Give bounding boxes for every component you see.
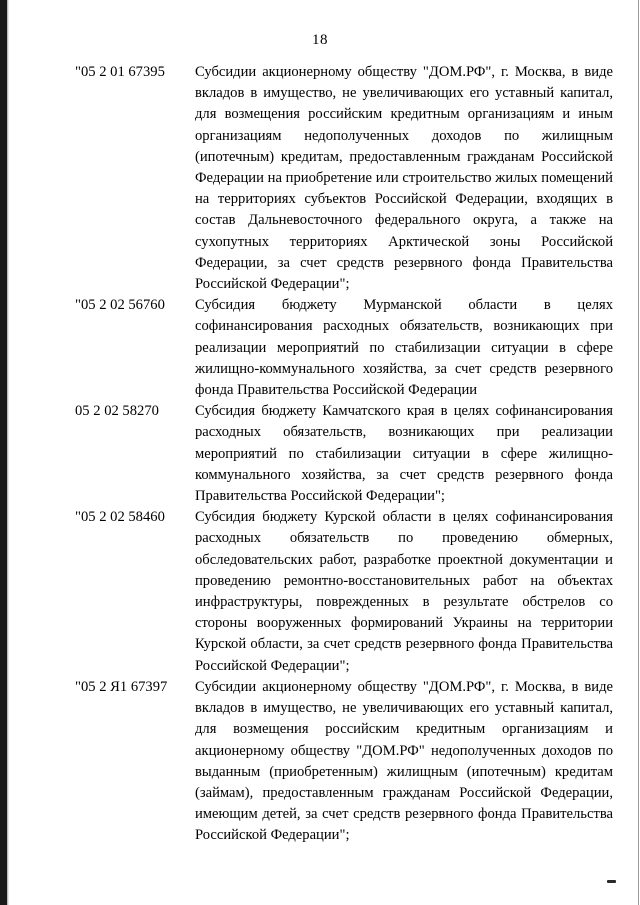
entry-code: "05 2 02 56760 — [75, 297, 165, 314]
entry-text: Субсидия бюджету Камчатского края в целях софинансирования расходных обязательств, возникающих при реализации мероприятий по стабилизации ситуации в сфере жилищно-коммунального хозяйства, за счет средств резервного фонда Правительства Российской Федерации"; — [195, 403, 613, 505]
entry-code: "05 2 01 67395 — [75, 64, 165, 80]
scan-edge-right — [638, 0, 639, 905]
entry-text: Субсидии акционерному обществу "ДОМ.РФ", г. Москва, в виде вкладов в имущество, не увеличивающих его уставный капитал, для возмещения российским кредитным организациям и акционерному обществу "ДОМ.РФ" недополученных доходов по выданным (приобретенным) жилищным (ипотечным) кредитам (займам), предоставленным гражданам Российской Федерации, имеющим детей, за счет средств резервного фонда Правительства Российской Федерации"; — [195, 678, 613, 844]
entry-text: Субсидия бюджету Мурманской области в целях софинансирования расходных обязательств, возникающих при реализации мероприятий по стабилизации ситуации в сфере жилищно-коммунального хозяйства, за счет средств резервного фонда Правительства Российской Федерации — [195, 297, 613, 399]
entry-row — [75, 401, 613, 507]
entry-row — [75, 677, 613, 847]
entry-row — [75, 62, 613, 295]
entries-list — [75, 62, 613, 847]
entry-code: "05 2 Я1 67397 — [75, 678, 168, 695]
scan-edge-left — [0, 0, 7, 905]
page-number: 18 — [312, 32, 328, 48]
entry-code: "05 2 02 58460 — [75, 509, 165, 526]
entry-row — [75, 295, 613, 401]
entry-text: Субсидии акционерному обществу "ДОМ.РФ", г. Москва, в виде вкладов в имущество, не увеличивающих его уставный капитал, для возмещения российским кредитным организациям и иным организациям недополученных доходов по жилищным (ипотечным) кредитам, предоставленным гражданам Российской Федерации на приобретение или строительство жилых помещений на территориях субъектов Российской Федерации, входящих в состав Дальневосточного федерального округа, а также на сухопутных территориях Арктической зоны Российской Федерации, за счет средств резервного фонда Правительства Российской Федерации"; — [195, 64, 613, 293]
entry-text: Субсидия бюджету Курской области в целях софинансирования расходных обязательств по проведению обмерных, обследовательских работ, разработке проектной документации и проведению ремонтно-восстановительных работ на объектах инфраструктуры, поврежденных в результате обстрелов со стороны вооруженных формирований Украины на территории Курской области, за счет средств резервного фонда Правительства Российской Федерации"; — [195, 509, 613, 674]
entry-row — [75, 507, 613, 677]
entry-code: 05 2 02 58270 — [75, 403, 159, 420]
scan-artifact — [607, 880, 616, 883]
